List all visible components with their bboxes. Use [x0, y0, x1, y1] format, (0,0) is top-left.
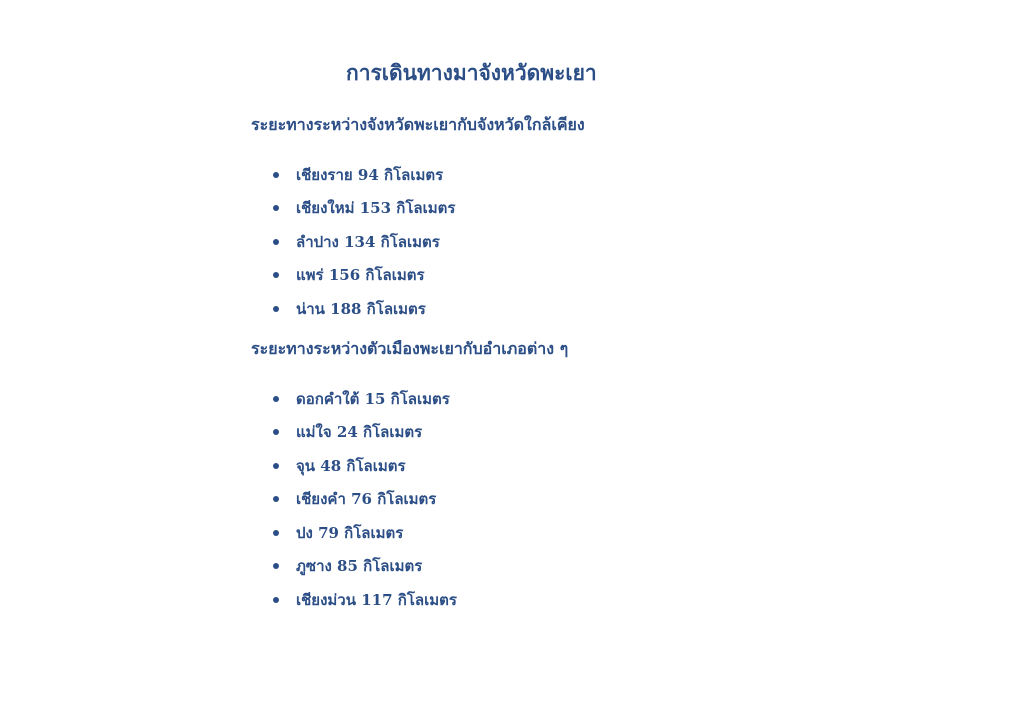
list-item [271, 583, 457, 617]
bullet-icon [273, 597, 279, 603]
list-item-text: เชียงม่วน 117 กิโลเมตร [296, 590, 457, 609]
bullet-icon [273, 530, 279, 536]
section-heading-neighboring-provinces: ระยะทางระหว่างจังหวัดพะเยากับจังหวัดใกล้เคียง [251, 115, 585, 134]
list-item-text: เชียงคำ 76 กิโลเมตร [296, 490, 437, 509]
bullet-icon [273, 239, 279, 245]
list-item-text: น่าน 188 กิโลเมตร [296, 299, 426, 318]
bullet-icon [273, 272, 279, 278]
bullet-icon [273, 463, 279, 469]
page-title: การเดินทางมาจังหวัดพะเยา [346, 60, 597, 85]
list-item [271, 382, 457, 416]
list-item [271, 516, 457, 550]
list-item [271, 449, 457, 483]
bullet-icon [273, 563, 279, 569]
section-heading-districts: ระยะทางระหว่างตัวเมืองพะเยากับอำเภอต่าง ๆ [251, 339, 569, 358]
list-item-text: แม่ใจ 24 กิโลเมตร [296, 423, 423, 442]
list-item [271, 158, 455, 192]
list-item-text: ลำปาง 134 กิโลเมตร [296, 232, 440, 251]
list-item [271, 192, 455, 226]
list-item [271, 483, 457, 517]
list-item [271, 225, 455, 259]
list-item [271, 416, 457, 450]
list-item-text: แพร่ 156 กิโลเมตร [296, 266, 425, 285]
neighboring-provinces-list [271, 158, 455, 326]
list-item [271, 259, 455, 293]
bullet-icon [273, 396, 279, 402]
bullet-icon [273, 306, 279, 312]
list-item [271, 292, 455, 326]
list-item-text: ภูซาง 85 กิโลเมตร [296, 557, 423, 576]
bullet-icon [273, 429, 279, 435]
bullet-icon [273, 496, 279, 502]
list-item [271, 550, 457, 584]
list-item-text: เชียงใหม่ 153 กิโลเมตร [296, 199, 456, 218]
list-item-text: เชียงราย 94 กิโลเมตร [296, 165, 444, 184]
list-item-text: ปง 79 กิโลเมตร [296, 523, 404, 542]
list-item-text: ดอกคำใต้ 15 กิโลเมตร [296, 389, 450, 408]
bullet-icon [273, 172, 279, 178]
districts-list [271, 382, 457, 617]
list-item-text: จุน 48 กิโลเมตร [296, 456, 406, 475]
bullet-icon [273, 205, 279, 211]
